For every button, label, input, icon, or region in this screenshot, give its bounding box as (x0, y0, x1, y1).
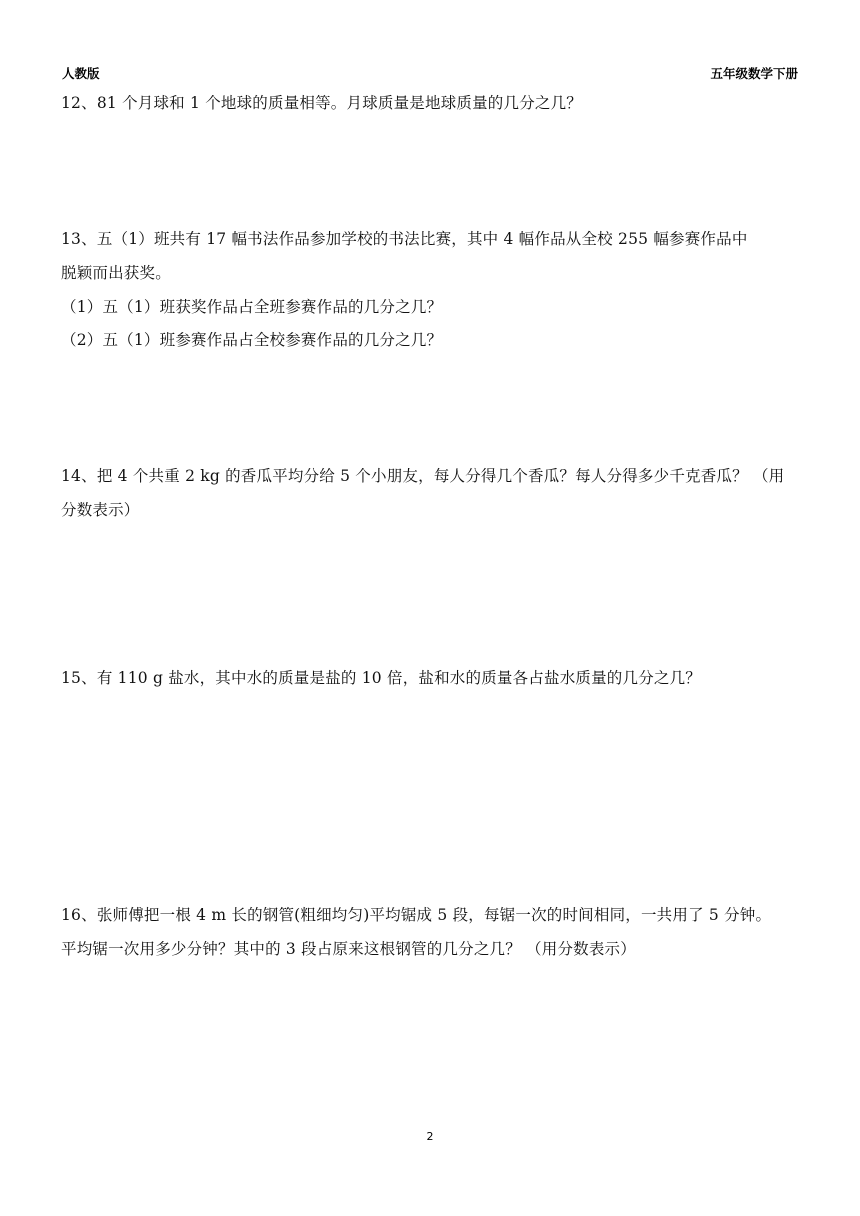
question-14-line-2: 分数表示） (61, 501, 140, 519)
question-13-part-1: （1）五（1）班获奖作品占全班参赛作品的几分之几？ (61, 298, 443, 316)
question-12-line-1: 12、81 个月球和 1 个地球的质量相等。月球质量是地球质量的几分之几？ (61, 94, 582, 112)
question-14-line-1: 14、把 4 个共重 2 kg 的香瓜平均分给 5 个小朋友，每人分得几个香瓜？每人分得多少千克香瓜？ （用 (61, 467, 785, 485)
question-15-line-1: 15、有 110 g 盐水，其中水的质量是盐的 10 倍，盐和水的质量各占盐水质量的几分之几？ (61, 669, 701, 687)
question-13-line-1: 13、五（1）班共有 17 幅书法作品参加学校的书法比赛，其中 4 幅作品从全校 255 幅参赛作品中 (61, 230, 748, 248)
header-edition: 人教版 (62, 66, 100, 81)
question-16-line-1: 16、张师傅把一根 4 m 长的钢管(粗细均匀)平均锯成 5 段，每锯一次的时间相同，一共用了 5 分钟。 (61, 906, 772, 924)
question-13-line-2: 脱颖而出获奖。 (61, 264, 171, 282)
question-13-part-2: （2）五（1）班参赛作品占全校参赛作品的几分之几？ (61, 331, 443, 349)
question-16-line-2: 平均锯一次用多少分钟？其中的 3 段占原来这根钢管的几分之几？ （用分数表示） (61, 940, 636, 958)
page-number: 2 (426, 1130, 434, 1143)
header-grade-book: 五年级数学下册 (710, 66, 798, 81)
